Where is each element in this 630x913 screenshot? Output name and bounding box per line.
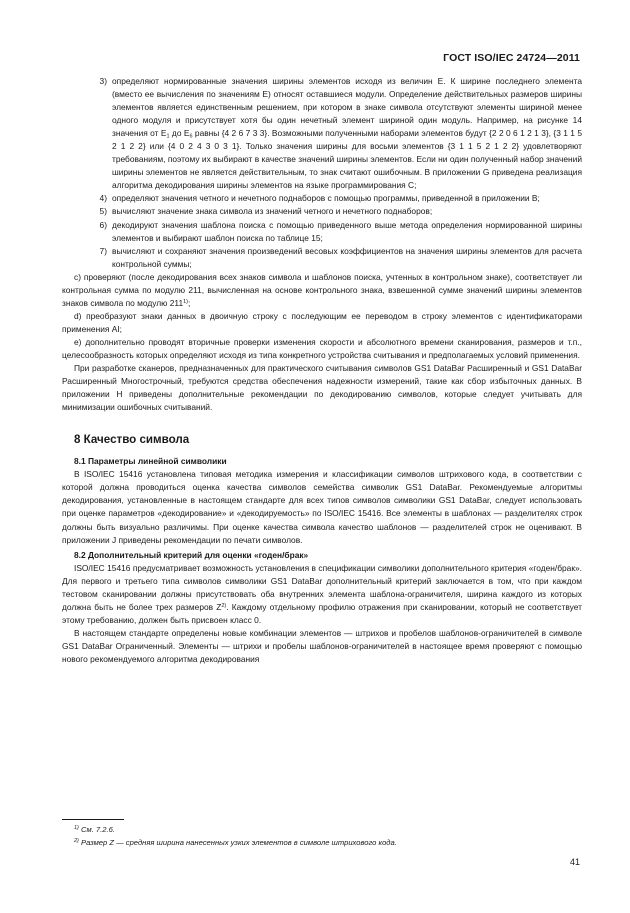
list-item-text: вычисляют и сохраняют значения произведений весовых коэффициентов на значения ширины элементов для расчета контрольной суммы; <box>112 245 582 269</box>
list-item <box>62 205 582 218</box>
section-8-title: 8 Качество символа <box>74 433 190 447</box>
subsection-8-2-text-2: В настоящем стандарте определены новые комбинации элементов — штрихов и пробелов шаблонов-ограничителей в символе GS1 DataBar Ограниченный. Элементы — штрихи и пробелы шаблонов-ограничителей в настоящее время проверяют с помощью нового рекомендуемого алгоритма декодирования <box>62 627 582 664</box>
paragraph: c) проверяют (после декодирования всех знаков символа и шаблонов поиска, учтенных в контрольном знаке), соответствует ли контрольная сумма по модулю 211, вычисленная на основе контрольного знака, взвешенной сумме значений ширины элементов знаков символа по модулю 211$^{1)}$; <box>62 271 582 308</box>
paragraph: При разработке сканеров, предназначенных для практического считывания символов GS1 DataBar Расширенный и GS1 DataBar Расширенный Многострочный, требуются средства обеспечения надежности измерений, такие как сбор избыточных данных. В приложении H приведены дополнительные рекомендации по декодированию символов, которые следует учитывать для минимизации ошибочных считываний. <box>62 363 582 413</box>
paragraph: d) преобразуют знаки данных в двоичную строку с последующим ее переводом в строку элементов с идентификаторами применения AI; <box>62 310 582 334</box>
main-content <box>62 75 582 666</box>
list-item-number: 3) <box>99 76 107 86</box>
footnotes <box>62 824 582 849</box>
numbered-list <box>62 75 582 271</box>
body-paragraphs <box>62 271 582 415</box>
footnote-ref: 1) <box>183 298 189 305</box>
footnote: $^{1)}$ См. 7.2.6. <box>74 825 115 834</box>
list-item <box>62 75 582 192</box>
list-item-number: 5) <box>99 206 107 217</box>
footnote-ref: 2) <box>221 602 227 609</box>
list-item-number: 4) <box>99 193 107 204</box>
page-header: ГОСТ ISO/IEC 24724—2011 <box>443 52 580 64</box>
subsection-8-2-title: 8.2 Дополнительный критерий для оценки «годен/брак» <box>74 549 309 560</box>
list-item-text: декодируют значения шаблона поиска с помощью приведенного выше метода определения нормированной ширины элементов и выбирают шаблон поиска по таблице 15; <box>112 219 582 243</box>
footnote-mark: 2) <box>74 837 79 844</box>
list-item-text: вычисляют значение знака символа из значений четного и нечетного поднаборов; <box>112 206 433 217</box>
list-item-text: определяют нормированные значения ширины элементов исходя из величин E. К ширине последнего элемента (вместо ее вычисления по значениям E) относят оставшиеся модули. Определение действительных размеров ширины элементов является единственным решением, при котором в знаке символа отсутствуют элементы шириной менее одного модуля и присутствует хотя бы один нечетный элемент шириной один модуль. Например, на рисунке 14 значения от $E_1$ до $E_6$ равны {4 2 6 7 3 3}. Возможными полученными наборами элементов будут {2 2 0 6 1 2 1 3}, {3 1 1 5 2 1 2 2} или {4 0 2 4 3 0 3 1}. Только значения ширины для восьми элементов {3 1 1 5 2 1 2 2} удовлетворяют требованиям, поэтому их выбирают в качестве значений ширины элементов. Если ни один полученный набор значений ширины элементов не является действительным, то знак считают ошибочным. В приложении G приведена реализация алгоритма декодирования ширины элементов на языке программирования С; <box>112 76 582 191</box>
footnote-mark: 1) <box>74 825 79 831</box>
footnote: $^{2)}$ Размер Z — средняя ширина нанесенных узких элементов в символе штрихового кода. <box>74 837 397 847</box>
page-number: 41 <box>569 857 580 867</box>
subsection-8-1-text: В ISO/IEC 15416 установлена типовая методика измерения и классификации символов штрихового кода, в соответствии с которой должна проводиться оценка качества символов семейства символик GS1 DataBar. Рекомендуемые алгоритмы декодирования, установленные в настоящем стандарте для всех типов символов символики GS1 DataBar, следует использовать при оценке параметров «декодирование» и «декодируемость» по ISO/IEC 15416. Все элементы в шаблонах — разделителях строк должны быть визуально различимы. При оценке качества символа качество шаблонов — разделителей строк не оценивают. В приложении J приведены рекомендации по печати символов. <box>62 469 582 545</box>
list-item <box>62 219 582 245</box>
subscript: 1 <box>166 133 170 140</box>
list-item <box>62 245 582 271</box>
subsection-8-1-title: 8.1 Параметры линейной символики <box>74 456 227 467</box>
subsection-8-2-text: ISO/IEC 15416 предусматривает возможность установления в спецификации символики дополнительного критерия «годен/брак». Для первого и третьего типа символов символики GS1 DataBar дополнительный критерий заключается в том, что при каждом тестовом сканировании должны присутствовать оба внутренних элемента шаблона-ограничителя, ширина каждого из которых должна быть не более трех размеров $Z^{2)}$. Каждому отдельному профилю отражения при сканировании, который не соответствует этому требованию, должен быть присвоен класс 0. <box>62 562 582 625</box>
subscript: 6 <box>189 133 193 140</box>
list-item-text: определяют значения четного и нечетного поднаборов с помощью программы, приведенной в приложении B; <box>112 193 540 204</box>
list-item-number: 7) <box>99 245 107 256</box>
list-item-number: 6) <box>99 219 107 230</box>
paragraph: e) дополнительно проводят вторичные проверки изменения скорости и абсолютного времени сканирования, размеров и т.п., целесообразность которых определяют исходя из типа конкретного устройства считывания и предполагаемых условий применения. <box>62 336 582 360</box>
list-item <box>62 192 582 205</box>
footnote-divider <box>62 819 124 820</box>
